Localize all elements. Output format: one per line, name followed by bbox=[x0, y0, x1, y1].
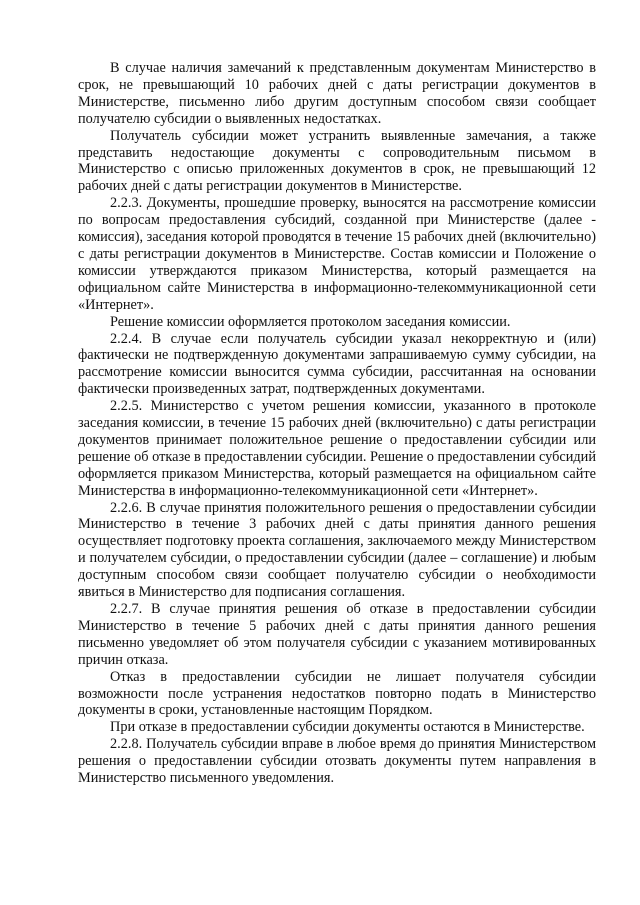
paragraph-2-2-4: 2.2.4. В случае если получатель субсидии указал некорректную и (или) фактически не подтвержденную документами запрашиваемую сумму субсидии, на рассмотрение комиссии выносится сумма субсидии, рассчитанная на основании фактически произведенных затрат, подтвержденных документами. bbox=[78, 330, 596, 398]
paragraph-commission-protocol: Решение комиссии оформляется протоколом заседания комиссии. bbox=[110, 313, 511, 330]
paragraph-2-2-5: 2.2.5. Министерство с учетом решения комиссии, указанного в протоколе заседания комиссии, в течение 15 рабочих дней (включительно) с даты регистрации документов принимает положительное решение о предоставлении субсидии или решение об отказе в предоставлении субсидии. Решение о предоставлении субсидий оформляется приказом Министерства, который размещается на официальном сайте Министерства в информационно-телекоммуникационной сети «Интернет». bbox=[78, 398, 596, 499]
paragraph-fix-remarks: Получатель субсидии может устранить выявленные замечания, а также представить недостающие документы с сопроводительным письмом в Министерство с описью приложенных документов в срок, не превышающий 12 рабочих дней с даты регистрации документов в Министерстве. bbox=[78, 127, 596, 195]
paragraph-2-2-8: 2.2.8. Получатель субсидии вправе в любое время до принятия Министерством решения о предоставлении субсидии отозвать документы путем направления в Министерство письменного уведомления. bbox=[78, 736, 596, 787]
paragraph-2-2-6: 2.2.6. В случае принятия положительного решения о предоставлении субсидии Министерство в течение 3 рабочих дней с даты принятия данного решения осуществляет подготовку проекта соглашения, заключаемого между Министерством и получателем субсидии, о предоставлении субсидии (далее – соглашение) и любым доступным способом связи сообщает получателю субсидии о необходимости явиться в Министерство для подписания соглашения. bbox=[78, 499, 596, 601]
paragraph-2-2-7: 2.2.7. В случае принятия решения об отказе в предоставлении субсидии Министерство в течение 5 рабочих дней с даты принятия данного решения письменно уведомляет об этом получателя субсидии с указанием мотивированных причин отказа. bbox=[78, 601, 596, 668]
document-page bbox=[78, 60, 596, 787]
paragraph-2-2-3: 2.2.3. Документы, прошедшие проверку, выносятся на рассмотрение комиссии по вопросам предоставления субсидий, созданной при Министерстве (далее - комиссия), заседания которой проводятся в течение 15 рабочих дней (включительно) с даты регистрации документов в Министерстве. Состав комиссии и Положение о комиссии утверждаются приказом Министерства, который размещается на официальном сайте Министерства в информационно-телекоммуникационной сети «Интернет». bbox=[78, 195, 596, 313]
paragraph-refusal-documents: При отказе в предоставлении субсидии документы остаются в Министерстве. bbox=[110, 719, 585, 736]
paragraph-refusal-resubmit: Отказ в предоставлении субсидии не лишает получателя субсидии возможности после устранения недостатков повторно подать в Министерство документы в сроки, установленные настоящим Порядком. bbox=[78, 668, 596, 719]
paragraph-remarks-notice: В случае наличия замечаний к представленным документам Министерство в срок, не превышающий 10 рабочих дней с даты регистрации документов в Министерстве, письменно либо другим доступным способом связи сообщает получателю субсидии о выявленных недостатках. bbox=[78, 60, 596, 127]
